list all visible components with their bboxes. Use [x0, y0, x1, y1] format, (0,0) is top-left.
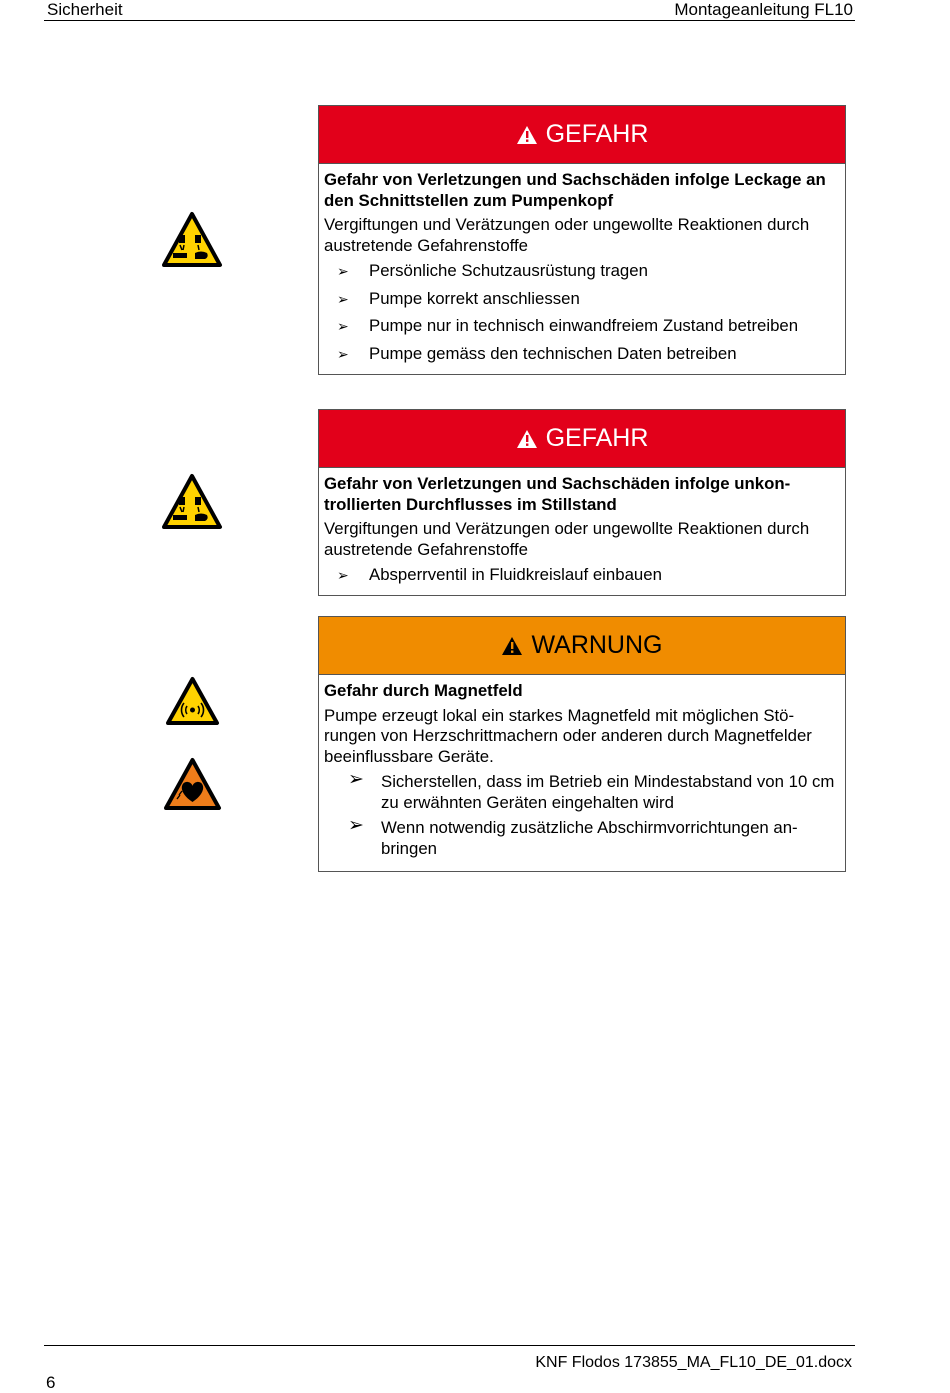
action-list — [324, 769, 837, 859]
section-title: Sicherheit — [47, 0, 123, 19]
warning-triangle-icon — [516, 125, 538, 145]
list-item: ➢ Pumpe nur in technisch einwandfreiem Zustand betreiben — [337, 316, 799, 335]
danger-header — [319, 106, 845, 164]
document-title: Montageanleitung FL10 — [674, 0, 853, 19]
corrosive-warning-icon — [161, 211, 223, 273]
arrow-bullet-icon: ➢ — [337, 318, 349, 334]
arrow-bullet-icon: ➢ — [337, 263, 349, 279]
signal-word: GEFAHR — [545, 424, 649, 452]
corrosive-warning-icon — [161, 473, 223, 535]
list-item: ➢ Pumpe korrekt anschliessen — [337, 288, 580, 308]
signal-word: GEFAHR — [545, 120, 649, 148]
list-item: ➢ Persönliche Schutzausrüstung tragen — [337, 261, 648, 280]
action-list — [324, 261, 837, 364]
hazard-title: Gefahr durch Magnetfeld — [324, 681, 523, 700]
warning-triangle-icon — [501, 636, 523, 656]
page-number: 6 — [46, 1373, 56, 1392]
arrow-bullet-icon: ➢ — [348, 815, 364, 836]
danger-notice-flow — [318, 409, 846, 596]
header-rule — [44, 20, 855, 21]
arrow-bullet-icon: ➢ — [337, 290, 349, 307]
danger-header — [319, 410, 845, 468]
list-item: ➢ Wenn notwendig zusätzliche Abschirmvorrichtungen an-bringen — [348, 815, 798, 858]
list-item: ➢ Absperrventil in Fluidkreislauf einbauen — [337, 565, 662, 584]
hazard-title: Gefahr von Verletzungen und Sachschäden infolge unkon-trollierten Durchflusses im Stillstand — [324, 474, 791, 514]
danger-notice-leakage — [318, 105, 846, 375]
hazard-consequence: Pumpe erzeugt lokal ein starkes Magnetfeld mit möglichen Stö-rungen von Herzschrittmachern oder anderen durch Magnetfelder beeinflussbare Geräte. — [324, 705, 812, 766]
warning-header — [319, 617, 845, 675]
list-item: ➢ Pumpe gemäss den technischen Daten betreiben — [337, 343, 737, 363]
document-filename: KNF Flodos 173855_MA_FL10_DE_01.docx — [535, 1354, 852, 1371]
hazard-title: Gefahr von Verletzungen und Sachschäden infolge Leckage an den Schnittstellen zum Pumpenkopf — [324, 170, 826, 210]
pacemaker-warning-icon — [163, 757, 222, 816]
radiation-warning-icon — [165, 676, 220, 731]
footer-rule — [44, 1345, 855, 1346]
list-item: ➢ Sicherstellen, dass im Betrieb ein Mindestabstand von 10 cm zu erwähnten Geräten eingehalten wird — [348, 769, 835, 812]
hazard-consequence: Vergiftungen und Verätzungen oder ungewollte Reaktionen durch austretende Gefahrenstoffe — [324, 215, 810, 255]
warning-notice-magnetfield — [318, 616, 846, 872]
warning-triangle-icon — [516, 429, 538, 449]
arrow-bullet-icon: ➢ — [337, 567, 349, 583]
signal-word: WARNUNG — [531, 631, 663, 659]
hazard-consequence: Vergiftungen und Verätzungen oder ungewollte Reaktionen durch austretende Gefahrenstoffe — [324, 519, 810, 559]
arrow-bullet-icon: ➢ — [337, 345, 349, 362]
action-list — [324, 565, 837, 586]
arrow-bullet-icon: ➢ — [348, 769, 364, 790]
